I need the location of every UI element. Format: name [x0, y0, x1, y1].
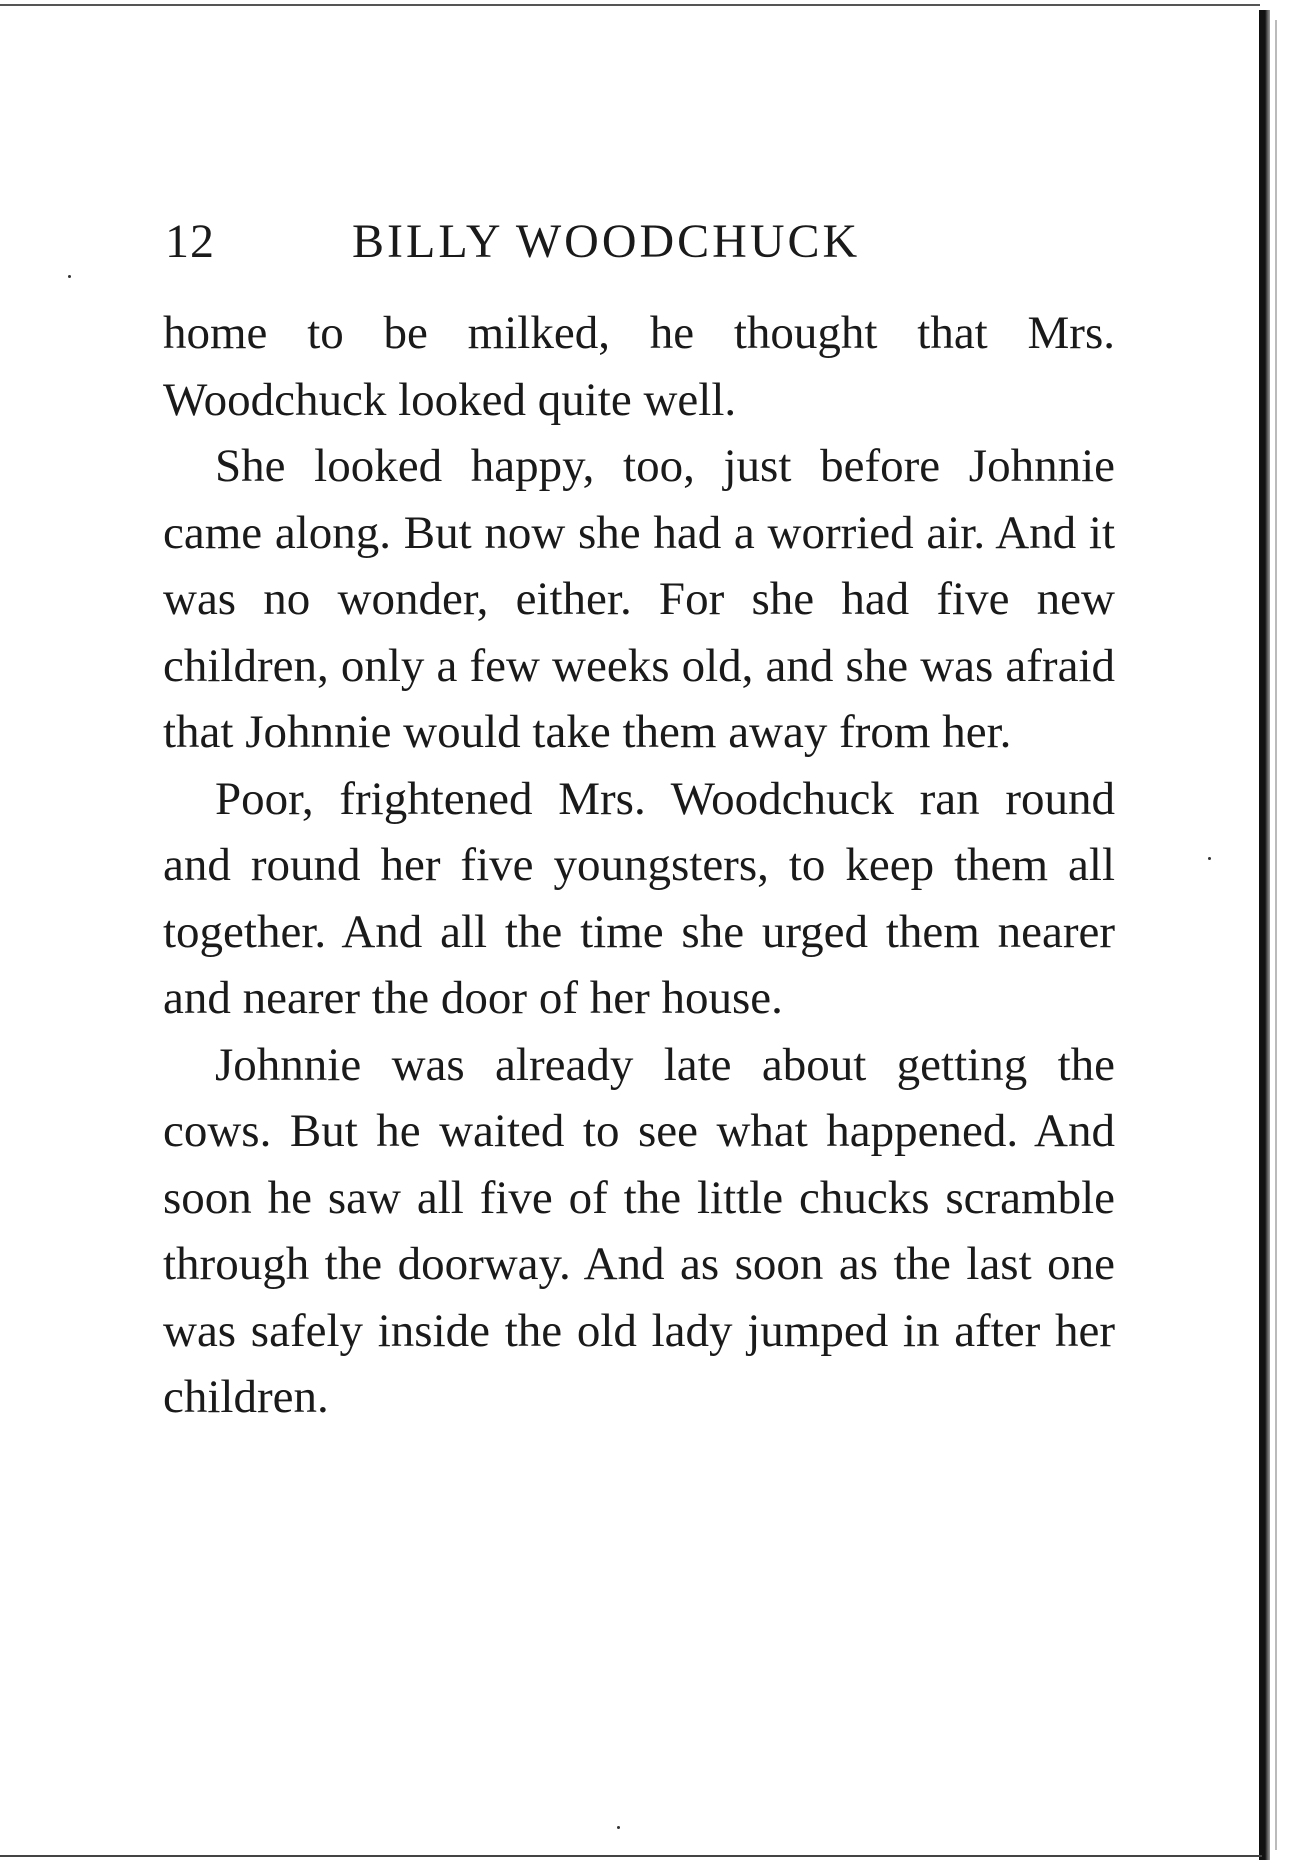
running-title: BILLY WOODCHUCK	[352, 215, 861, 268]
paragraph-3: Poor, frightened Mrs. Woodchuck ran round and round her five youngsters, to keep them all together. And all the time she urged them nearer and nearer the door of her house.	[163, 772, 1115, 1024]
running-head	[165, 212, 1165, 272]
page-number: 12	[165, 215, 215, 268]
print-speck	[1208, 857, 1211, 860]
page-edge-line	[1275, 20, 1277, 1850]
print-speck	[68, 275, 71, 278]
top-edge-line	[0, 4, 1260, 6]
paragraph-1: home to be milked, he thought that Mrs. Woodchuck looked quite well.	[163, 307, 1115, 426]
paragraph-2: She looked happy, too, just before Johnnie came along. But now she had a worried air. And it was no wonder, either. For she had five new children, only a few weeks old, and she was afraid that Johnnie would take them away from her.	[163, 440, 1115, 758]
print-speck	[617, 1826, 620, 1829]
book-spine-shadow	[1259, 10, 1270, 1860]
paragraph-4: Johnnie was already late about getting the cows. But he waited to see what happened. And soon he saw all five of the little chucks scramble through the doorway. And as soon as the last one was safely inside the old lady jumped in after her children.	[163, 1038, 1115, 1423]
bottom-edge-line	[0, 1855, 1262, 1857]
body-text	[163, 300, 1115, 1431]
